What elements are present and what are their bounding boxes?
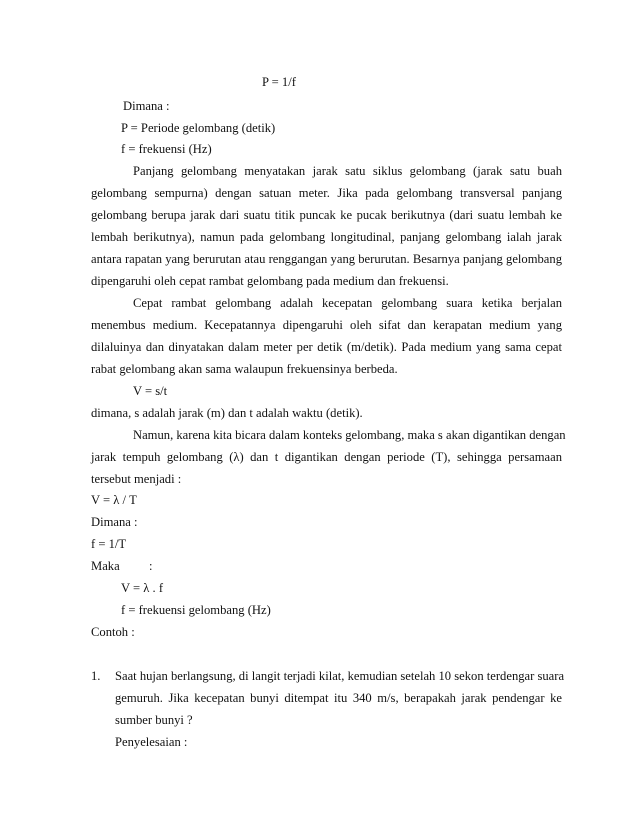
dimana-explanation: dimana, s adalah jarak (m) dan t adalah waktu (detik).	[91, 406, 363, 420]
paragraph-1-line: gelombang berupa jarak dari suatu titik puncak ke pucak berikutnya (dari suatu lembah ke	[91, 208, 562, 222]
definition-frequency: f = frekuensi (Hz)	[121, 142, 212, 156]
paragraph-1-line: gelombang sempurna) dengan satuan meter. Jika pada gelombang transversal panjang	[91, 186, 562, 200]
formula-period: P = 1/f	[262, 75, 296, 89]
dimana-label: Dimana :	[91, 515, 138, 529]
definition-frequency-wave: f = frekuensi gelombang (Hz)	[121, 603, 271, 617]
list-number: 1.	[91, 669, 101, 683]
paragraph-3-line: tersebut menjadi :	[91, 472, 182, 486]
paragraph-1-line: antara rapatan yang berurutan atau renggangan yang berurutan. Besarnya panjang gelombang	[91, 252, 562, 266]
list-item-line: sumber bunyi ?	[115, 713, 193, 727]
paragraph-2-line: rabat gelombang akan sama walaupun frekuensinya berbeda.	[91, 362, 398, 376]
formula-frequency: f = 1/T	[91, 537, 127, 551]
dimana-label: Dimana :	[123, 99, 170, 113]
paragraph-3-line: jarak tempuh gelombang (λ) dan t digantikan dengan periode (T), sehingga persamaan	[91, 450, 562, 464]
list-item-line: gemuruh. Jika kecepatan bunyi ditempat itu 340 m/s, berapakah jarak pendengar ke	[115, 691, 562, 705]
paragraph-1-line: lembah berikutnya), namun pada gelombang longitudinal, panjang gelombang ialah jarak	[91, 230, 562, 244]
paragraph-3-line: Namun, karena kita bicara dalam konteks gelombang, maka s akan digantikan dengan	[133, 428, 566, 442]
paragraph-1-line: dipengaruhi oleh cepat rambat gelombang pada medium dan frekuensi.	[91, 274, 449, 288]
definition-period: P = Periode gelombang (detik)	[121, 121, 276, 135]
formula-lambda-over-t: V = λ / T	[91, 493, 137, 507]
paragraph-1-line: Panjang gelombang menyatakan jarak satu siklus gelombang (jarak satu buah	[133, 164, 562, 178]
contoh-heading: Contoh :	[91, 625, 135, 639]
paragraph-2-line: menembus medium. Kecepatannya dipengaruhi oleh sifat dan kerapatan medium yang	[91, 318, 562, 332]
formula-lambda-times-f: V = λ . f	[121, 581, 164, 595]
paragraph-2-line: dilaluinya dan dinyatakan dalam meter per detik (m/detik). Pada medium yang sama cepat	[91, 340, 562, 354]
penyelesaian-label: Penyelesaian :	[115, 735, 188, 749]
list-item-line: Saat hujan berlangsung, di langit terjadi kilat, kemudian setelah 10 sekon terdengar suara	[115, 669, 565, 683]
formula-velocity: V = s/t	[133, 384, 168, 398]
paragraph-2-line: Cepat rambat gelombang adalah kecepatan gelombang suara ketika berjalan	[133, 296, 562, 310]
maka-colon: :	[149, 559, 153, 573]
maka-label: Maka	[91, 559, 120, 573]
